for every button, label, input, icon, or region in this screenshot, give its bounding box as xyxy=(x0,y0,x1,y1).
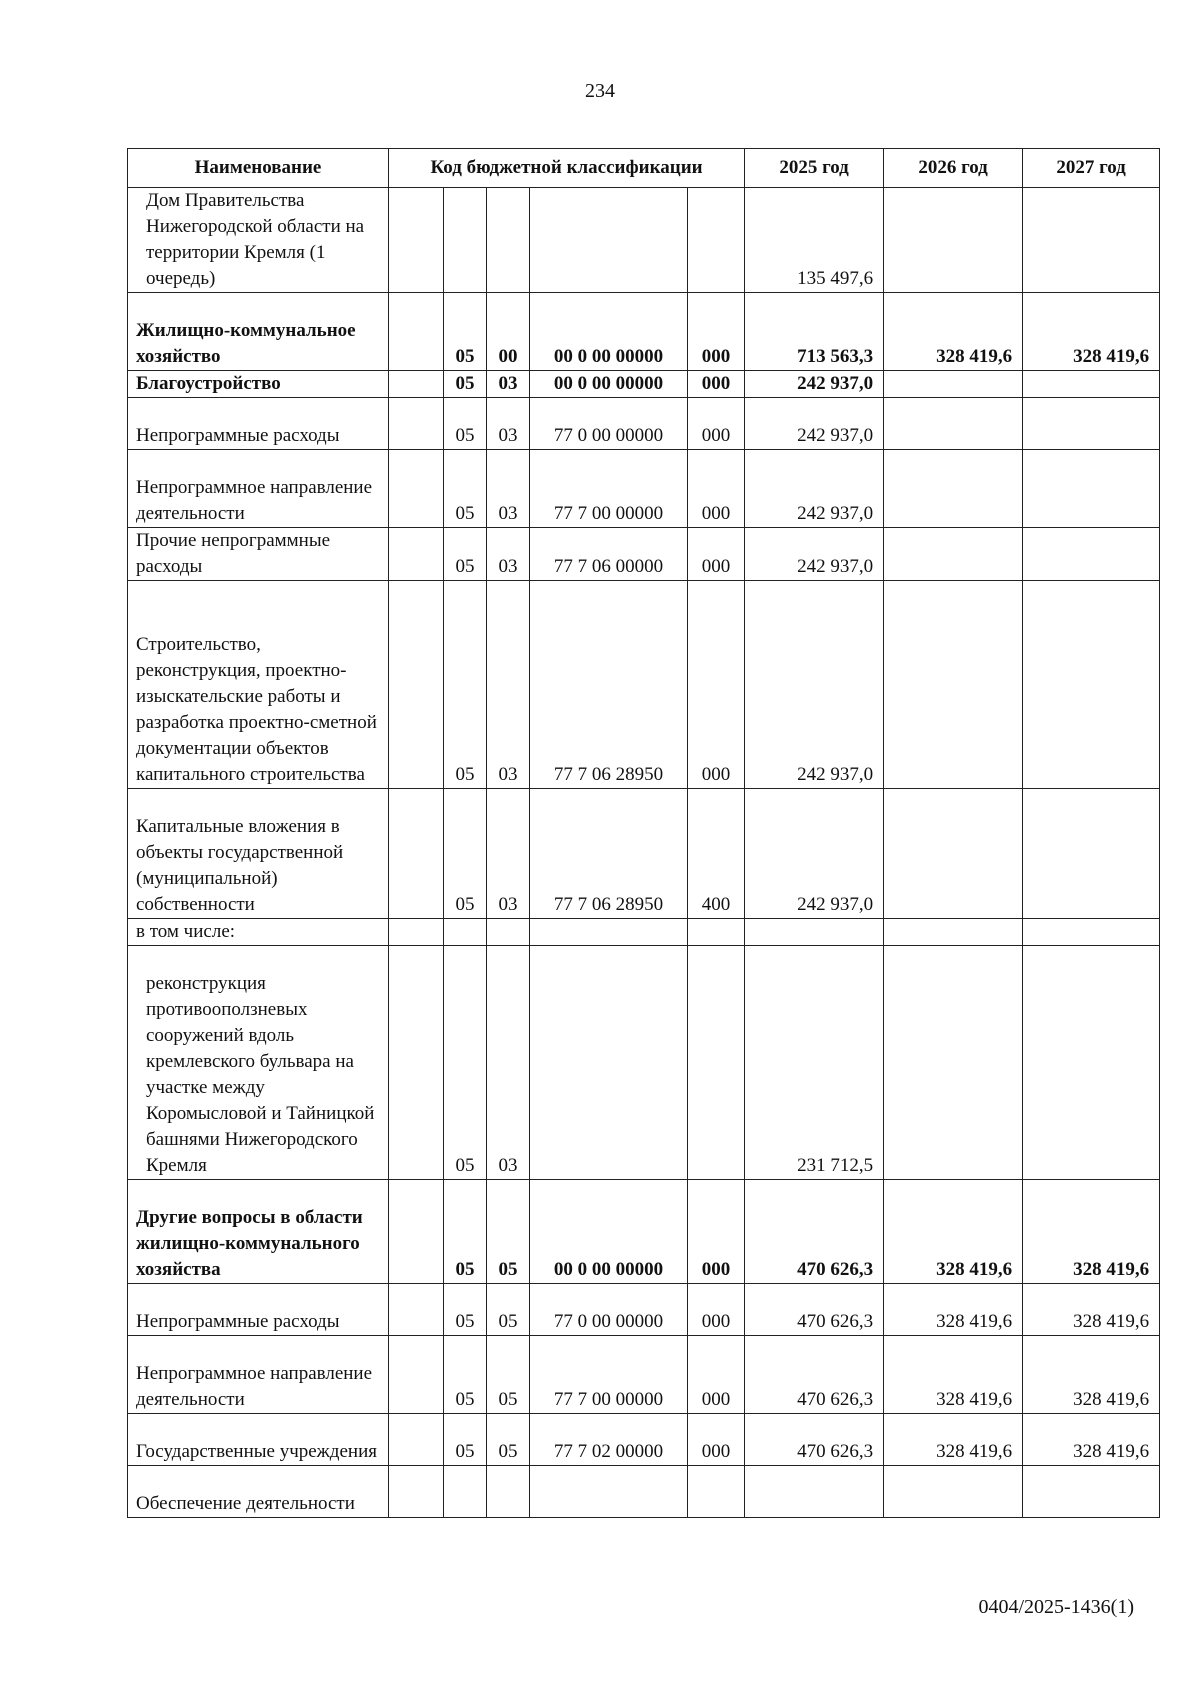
code-subsection: 03 xyxy=(487,528,530,581)
value-2025: 135 497,6 xyxy=(745,188,884,293)
code-section xyxy=(444,1466,487,1518)
value-2025: 242 937,0 xyxy=(745,450,884,528)
code-target: 77 7 06 28950 xyxy=(530,581,688,789)
value-2025 xyxy=(745,1466,884,1518)
value-2027 xyxy=(1023,946,1160,1180)
code-type: 000 xyxy=(688,581,745,789)
header-2026: 2026 год xyxy=(884,149,1023,188)
header-code: Код бюджетной классификации xyxy=(389,149,745,188)
row-name: Капитальные вложения в объекты государственной (муниципальной) собственности xyxy=(128,789,389,919)
value-2027 xyxy=(1023,1466,1160,1518)
code-section xyxy=(444,919,487,946)
header-row xyxy=(128,149,1160,188)
code-subsection: 03 xyxy=(487,581,530,789)
value-2027 xyxy=(1023,188,1160,293)
value-2027 xyxy=(1023,919,1160,946)
code-subsection: 05 xyxy=(487,1284,530,1336)
code-cell xyxy=(389,1180,444,1284)
row-name: Благоустройство xyxy=(128,371,389,398)
code-target xyxy=(530,188,688,293)
code-section: 05 xyxy=(444,528,487,581)
code-target: 77 7 00 00000 xyxy=(530,450,688,528)
code-target: 77 7 02 00000 xyxy=(530,1414,688,1466)
code-target: 77 0 00 00000 xyxy=(530,398,688,450)
row-name: Непрограммное направление деятельности xyxy=(128,1336,389,1414)
table-row xyxy=(128,1466,1160,1518)
row-name: Другие вопросы в области жилищно-коммунального хозяйства xyxy=(128,1180,389,1284)
row-name: Прочие непрограммные расходы xyxy=(128,528,389,581)
code-type: 000 xyxy=(688,1414,745,1466)
code-section: 05 xyxy=(444,371,487,398)
value-2026 xyxy=(884,789,1023,919)
value-2026: 328 419,6 xyxy=(884,1414,1023,1466)
table-row xyxy=(128,1180,1160,1284)
value-2026 xyxy=(884,528,1023,581)
value-2026: 328 419,6 xyxy=(884,1180,1023,1284)
table-row xyxy=(128,919,1160,946)
value-2026 xyxy=(884,946,1023,1180)
value-2027 xyxy=(1023,581,1160,789)
code-target xyxy=(530,1466,688,1518)
code-subsection: 05 xyxy=(487,1414,530,1466)
code-cell xyxy=(389,293,444,371)
value-2027 xyxy=(1023,789,1160,919)
table-row xyxy=(128,528,1160,581)
code-subsection: 03 xyxy=(487,398,530,450)
code-cell xyxy=(389,946,444,1180)
code-cell xyxy=(389,1466,444,1518)
value-2026: 328 419,6 xyxy=(884,1336,1023,1414)
value-2025: 231 712,5 xyxy=(745,946,884,1180)
value-2026 xyxy=(884,581,1023,789)
value-2027 xyxy=(1023,398,1160,450)
code-section: 05 xyxy=(444,293,487,371)
code-type xyxy=(688,946,745,1180)
code-cell xyxy=(389,919,444,946)
table-row xyxy=(128,450,1160,528)
code-type: 000 xyxy=(688,371,745,398)
row-name: Непрограммные расходы xyxy=(128,398,389,450)
table-row xyxy=(128,1336,1160,1414)
value-2025: 470 626,3 xyxy=(745,1180,884,1284)
code-target: 77 7 00 00000 xyxy=(530,1336,688,1414)
document-code: 0404/2025-1436(1) xyxy=(978,1596,1134,1618)
row-name: Обеспечение деятельности xyxy=(128,1466,389,1518)
code-section: 05 xyxy=(444,398,487,450)
code-subsection: 05 xyxy=(487,1180,530,1284)
code-type: 000 xyxy=(688,528,745,581)
value-2025: 242 937,0 xyxy=(745,528,884,581)
code-cell xyxy=(389,1414,444,1466)
code-section: 05 xyxy=(444,1284,487,1336)
value-2026 xyxy=(884,450,1023,528)
value-2026 xyxy=(884,919,1023,946)
code-type: 400 xyxy=(688,789,745,919)
code-subsection: 03 xyxy=(487,371,530,398)
row-name: Государственные учреждения xyxy=(128,1414,389,1466)
code-target xyxy=(530,919,688,946)
table-row xyxy=(128,581,1160,789)
value-2026 xyxy=(884,398,1023,450)
code-subsection: 00 xyxy=(487,293,530,371)
code-target: 00 0 00 00000 xyxy=(530,371,688,398)
code-section: 05 xyxy=(444,1336,487,1414)
row-name: Жилищно-коммунальное хозяйство xyxy=(128,293,389,371)
row-name: Строительство, реконструкция, проектно-изыскательские работы и разработка проектно-сметной документации объектов капитального строительства xyxy=(128,581,389,789)
code-subsection xyxy=(487,188,530,293)
code-type: 000 xyxy=(688,1284,745,1336)
code-subsection xyxy=(487,919,530,946)
table-row xyxy=(128,371,1160,398)
code-target xyxy=(530,946,688,1180)
code-target: 77 7 06 28950 xyxy=(530,789,688,919)
code-target: 00 0 00 00000 xyxy=(530,1180,688,1284)
value-2025: 242 937,0 xyxy=(745,371,884,398)
row-name: Непрограммное направление деятельности xyxy=(128,450,389,528)
table-row xyxy=(128,188,1160,293)
code-type xyxy=(688,919,745,946)
code-section: 05 xyxy=(444,581,487,789)
table-row xyxy=(128,293,1160,371)
row-name: Дом Правительства Нижегородской области на территории Кремля (1 очередь) xyxy=(128,188,389,293)
value-2025 xyxy=(745,919,884,946)
code-target: 00 0 00 00000 xyxy=(530,293,688,371)
row-name: в том числе: xyxy=(128,919,389,946)
code-type: 000 xyxy=(688,398,745,450)
code-cell xyxy=(389,789,444,919)
value-2025: 470 626,3 xyxy=(745,1336,884,1414)
table-row xyxy=(128,1284,1160,1336)
code-type xyxy=(688,188,745,293)
table-row xyxy=(128,789,1160,919)
value-2027: 328 419,6 xyxy=(1023,293,1160,371)
header-name: Наименование xyxy=(128,149,389,188)
code-subsection xyxy=(487,1466,530,1518)
value-2026 xyxy=(884,188,1023,293)
code-subsection: 03 xyxy=(487,789,530,919)
code-subsection: 05 xyxy=(487,1336,530,1414)
value-2026 xyxy=(884,1466,1023,1518)
row-name: Непрограммные расходы xyxy=(128,1284,389,1336)
value-2025: 470 626,3 xyxy=(745,1284,884,1336)
code-cell xyxy=(389,581,444,789)
header-2025: 2025 год xyxy=(745,149,884,188)
code-type: 000 xyxy=(688,1180,745,1284)
code-type: 000 xyxy=(688,293,745,371)
header-2027: 2027 год xyxy=(1023,149,1160,188)
code-section: 05 xyxy=(444,789,487,919)
value-2027 xyxy=(1023,450,1160,528)
code-cell xyxy=(389,450,444,528)
code-cell xyxy=(389,528,444,581)
value-2027: 328 419,6 xyxy=(1023,1284,1160,1336)
value-2027 xyxy=(1023,371,1160,398)
value-2026 xyxy=(884,371,1023,398)
value-2027: 328 419,6 xyxy=(1023,1414,1160,1466)
code-section: 05 xyxy=(444,1180,487,1284)
value-2025: 713 563,3 xyxy=(745,293,884,371)
value-2027: 328 419,6 xyxy=(1023,1336,1160,1414)
value-2025: 242 937,0 xyxy=(745,789,884,919)
code-target: 77 7 06 00000 xyxy=(530,528,688,581)
value-2026: 328 419,6 xyxy=(884,1284,1023,1336)
value-2026: 328 419,6 xyxy=(884,293,1023,371)
code-type xyxy=(688,1466,745,1518)
value-2025: 242 937,0 xyxy=(745,398,884,450)
value-2027 xyxy=(1023,528,1160,581)
code-section: 05 xyxy=(444,450,487,528)
budget-table xyxy=(127,148,1160,1518)
code-section xyxy=(444,188,487,293)
table-row xyxy=(128,946,1160,1180)
code-target: 77 0 00 00000 xyxy=(530,1284,688,1336)
code-cell xyxy=(389,188,444,293)
value-2025: 470 626,3 xyxy=(745,1414,884,1466)
code-cell xyxy=(389,1284,444,1336)
code-cell xyxy=(389,371,444,398)
code-cell xyxy=(389,398,444,450)
table-row xyxy=(128,1414,1160,1466)
table-row xyxy=(128,398,1160,450)
code-type: 000 xyxy=(688,450,745,528)
code-section: 05 xyxy=(444,946,487,1180)
code-subsection: 03 xyxy=(487,946,530,1180)
page-number: 234 xyxy=(585,80,615,102)
value-2027: 328 419,6 xyxy=(1023,1180,1160,1284)
code-type: 000 xyxy=(688,1336,745,1414)
value-2025: 242 937,0 xyxy=(745,581,884,789)
code-subsection: 03 xyxy=(487,450,530,528)
code-section: 05 xyxy=(444,1414,487,1466)
code-cell xyxy=(389,1336,444,1414)
row-name: реконструкция противооползневых сооружений вдоль кремлевского бульвара на участке между Коромысловой и Тайницкой башнями Нижегородского Кремля xyxy=(128,946,389,1180)
